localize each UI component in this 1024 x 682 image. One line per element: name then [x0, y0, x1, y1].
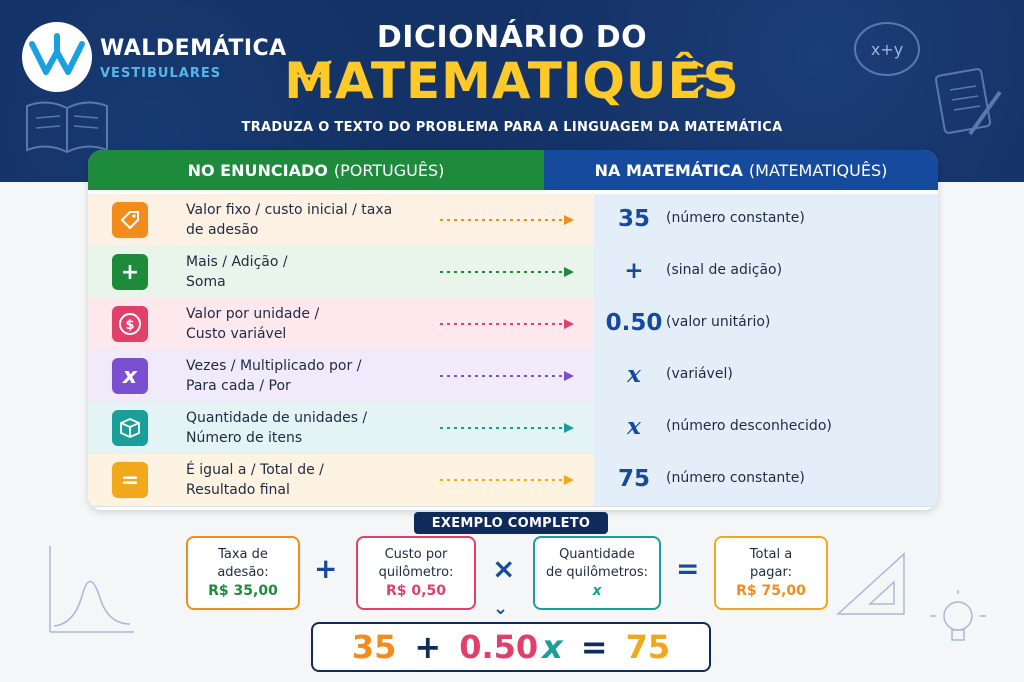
right-header-text: NA MATEMÁTICA — [594, 160, 743, 180]
chevron-down-icon: ⌄ — [493, 598, 509, 619]
equals-icon: = — [112, 462, 148, 498]
row-text-line1: É igual a / Total de / — [186, 462, 324, 478]
example-box — [533, 536, 661, 610]
brand-name: WALDEMÁTICA — [100, 36, 287, 61]
final-equation — [311, 622, 711, 672]
equation-variable: x — [542, 628, 563, 666]
row-left-cell — [88, 298, 594, 350]
plus-icon: + — [112, 254, 148, 290]
example-box — [186, 536, 300, 610]
brand-subtitle: VESTIBULARES — [100, 66, 222, 81]
row-portuguese-text — [186, 252, 426, 292]
equation-total: 75 — [625, 628, 671, 666]
arrow-right-icon — [440, 475, 576, 485]
example-box-line1: Taxa de — [218, 547, 268, 562]
example-box-value: R$ 35,00 — [208, 583, 278, 599]
example-box-line2: pagar: — [750, 565, 792, 580]
row-math-description: (variável) — [666, 366, 733, 382]
row-math-symbol: 0.50 — [605, 310, 663, 336]
example-box-line1: Quantidade — [559, 547, 635, 562]
row-text-line2: Resultado final — [186, 482, 290, 498]
x-variable-icon: x — [112, 358, 148, 394]
row-left-cell — [88, 454, 594, 506]
dollar-icon — [112, 306, 148, 342]
example-box — [356, 536, 476, 610]
left-header-sub: (PORTUGUÊS) — [333, 160, 445, 180]
table-row — [88, 194, 938, 247]
title-line1: DICIONÁRIO DO — [376, 20, 648, 55]
row-math-description: (número constante) — [666, 470, 805, 486]
equation-equals: = — [580, 628, 608, 666]
row-portuguese-text — [186, 356, 426, 396]
row-math-description: (número desconhecido) — [666, 418, 832, 434]
row-math-symbol: 35 — [617, 206, 650, 232]
example-operator: + — [314, 552, 338, 585]
row-text-line2: Para cada / Por — [186, 378, 291, 394]
example-operator: × — [492, 552, 516, 585]
example-box-line2: adesão: — [217, 565, 269, 580]
table-row — [88, 350, 938, 403]
example-box-value: x — [592, 583, 602, 599]
left-header-text: NO ENUNCIADO — [187, 160, 328, 180]
left-column-header — [88, 150, 544, 190]
triangle-ruler-icon — [834, 550, 914, 620]
example-box-value: R$ 0,50 — [386, 583, 446, 599]
example-label: EXEMPLO COMPLETO — [414, 512, 608, 534]
table-row — [88, 246, 938, 299]
right-column-header — [544, 150, 938, 190]
subtitle: TRADUZA O TEXTO DO PROBLEMA PARA A LINGUAGEM DA MATEMÁTICA — [241, 120, 783, 135]
arrow-right-icon — [440, 319, 576, 329]
row-left-cell — [88, 246, 594, 298]
row-right-cell — [594, 402, 938, 454]
row-right-cell — [594, 194, 938, 246]
row-portuguese-text — [186, 304, 426, 344]
row-math-symbol: x — [627, 413, 641, 440]
example-box-value: R$ 75,00 — [736, 583, 806, 599]
arrow-right-icon — [440, 267, 576, 277]
row-portuguese-text — [186, 460, 426, 500]
row-text-line2: Soma — [186, 274, 226, 290]
row-math-description: (valor unitário) — [666, 314, 771, 330]
row-text-line1: Mais / Adição / — [186, 254, 288, 270]
row-text-line1: Valor fixo / custo inicial / taxa — [186, 202, 393, 218]
row-right-cell — [594, 454, 938, 506]
row-math-description: (número constante) — [666, 210, 805, 226]
example-box-line2: de quilômetros: — [546, 565, 648, 580]
row-math-symbol: x — [627, 361, 641, 388]
arrow-right-icon — [440, 371, 576, 381]
arrow-right-icon — [440, 215, 576, 225]
row-text-line2: de adesão — [186, 222, 259, 238]
arrow-right-icon — [440, 423, 576, 433]
row-portuguese-text — [186, 200, 426, 240]
row-left-cell — [88, 194, 594, 246]
right-header-sub: (MATEMATIQUÊS) — [748, 160, 888, 180]
example-box-line1: Total a — [749, 547, 793, 562]
row-left-cell — [88, 350, 594, 402]
row-right-cell — [594, 298, 938, 350]
row-math-symbol: 75 — [617, 466, 650, 492]
row-text-line1: Quantidade de unidades / — [186, 410, 368, 426]
row-text-line2: Custo variável — [186, 326, 287, 342]
row-math-description: (sinal de adição) — [666, 262, 783, 278]
example-box-line2: quilômetro: — [378, 565, 454, 580]
title-line2: MATEMATIQUÊS — [284, 52, 740, 110]
equation-plus: + — [414, 628, 442, 666]
row-text-line2: Número de itens — [186, 430, 303, 446]
equation-unit-value: 0.50 — [459, 628, 539, 666]
lightbulb-icon — [928, 590, 988, 660]
row-text-line1: Vezes / Multiplicado por / — [186, 358, 362, 374]
dictionary-table — [88, 150, 938, 510]
bubble-text: x+y — [870, 39, 904, 59]
example-box — [714, 536, 828, 610]
row-text-line1: Valor por unidade / — [186, 306, 320, 322]
row-portuguese-text — [186, 408, 426, 448]
example-operator: = — [676, 552, 700, 585]
tag-icon — [112, 202, 148, 238]
graph-sketch-icon — [30, 536, 140, 646]
row-right-cell — [594, 350, 938, 402]
row-math-symbol: + — [624, 258, 644, 284]
table-row — [88, 298, 938, 351]
box-icon — [112, 410, 148, 446]
table-row — [88, 402, 938, 455]
example-box-line1: Custo por — [384, 547, 448, 562]
svg-text:$: $ — [125, 318, 135, 333]
table-row — [88, 454, 938, 507]
row-left-cell — [88, 402, 594, 454]
row-right-cell — [594, 246, 938, 298]
equation-constant: 35 — [351, 628, 397, 666]
